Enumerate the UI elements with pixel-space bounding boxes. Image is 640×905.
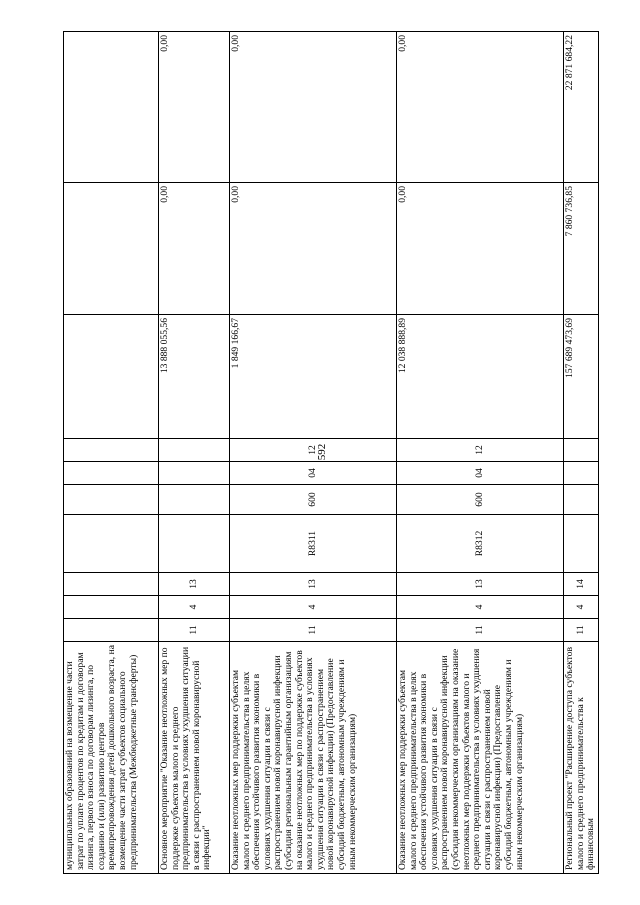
- row-description: Региональный проект "Расширение доступа субъектов малого и среднего предпринимательства к финансовым: [564, 642, 599, 874]
- code-cell: 14: [564, 573, 599, 596]
- amount-cell: [64, 315, 159, 439]
- code-cell: [564, 439, 599, 462]
- code-cell: [159, 485, 230, 515]
- amount-cell: 13 888 055,56: [159, 315, 230, 439]
- code-cell: 4: [397, 596, 564, 619]
- code-cell: 11: [564, 619, 599, 642]
- amount-cell: 0,00: [159, 183, 230, 315]
- amount-cell: [64, 183, 159, 315]
- code-cell: [64, 619, 159, 642]
- table-wrapper: [63, 32, 597, 874]
- code-cell: [64, 462, 159, 485]
- code-cell: R8311: [230, 515, 397, 573]
- rotated-page-area: [63, 32, 597, 874]
- code-cell: 11: [230, 619, 397, 642]
- table-row: [64, 32, 159, 874]
- amount-cell: [64, 32, 159, 183]
- amount-cell: 0,00: [397, 183, 564, 315]
- code-cell: 04: [230, 462, 397, 485]
- row-description: муниципальных образований на возмещение части затрат по уплате процентов по кредитам и договорам лизинга, первого взноса по договорам лизинга, по созданию и (или) развитию центров времяпрепровождения детей дошкольного возраста, на возмещение части затрат субъектов социального предпринимательства (Межбюджетные трансферты): [64, 642, 159, 874]
- code-cell: [64, 515, 159, 573]
- code-cell: 11: [397, 619, 564, 642]
- amount-cell: 0,00: [230, 32, 397, 183]
- code-cell: [64, 573, 159, 596]
- code-cell: [159, 515, 230, 573]
- code-cell: 04: [397, 462, 564, 485]
- amount-cell: 1 849 166,67: [230, 315, 397, 439]
- amount-cell: 0,00: [230, 183, 397, 315]
- code-cell: R8312: [397, 515, 564, 573]
- code-cell: [564, 462, 599, 485]
- code-cell: 13: [397, 573, 564, 596]
- code-cell: [564, 515, 599, 573]
- code-cell: 600: [230, 485, 397, 515]
- amount-cell: 12 038 888,89: [397, 315, 564, 439]
- row-description: Оказание неотложных мер поддержки субъектам малого и среднего предпринимательства в целях обеспечения устойчивого развития экономики в условиях ухудшения ситуации в связи с распространением новой коронавирусной инфекции (субсидия региональным гарантийным организациям на оказание неотложных мер по поддержке субъектов малого и среднего предпринимательства в условиях ухудшения ситуации в связи с распространением новой коронавирусной инфекции) (Предоставление субсидий бюджетным, автономным учреждениям и иным некоммерческим организациям): [230, 642, 397, 874]
- amount-cell: 0,00: [159, 32, 230, 183]
- amount-cell: 157 689 473,69: [564, 315, 599, 439]
- code-cell: 4: [159, 596, 230, 619]
- code-cell: [159, 439, 230, 462]
- code-cell: 12: [230, 439, 397, 462]
- code-cell: [64, 596, 159, 619]
- table-row: [397, 32, 564, 874]
- code-cell: 13: [230, 573, 397, 596]
- code-cell: 4: [230, 596, 397, 619]
- code-cell: [159, 462, 230, 485]
- page-number: 592: [316, 443, 328, 461]
- row-description: Основное мероприятие "Оказание неотложных мер по поддержке субъектов малого и среднего предпринимательства в условиях ухудшения ситуации в связи с распространением новой коронавирусной инфекции": [159, 642, 230, 874]
- code-cell: [64, 439, 159, 462]
- code-cell: 4: [564, 596, 599, 619]
- code-cell: [564, 485, 599, 515]
- table-row: [564, 32, 599, 874]
- code-cell: 600: [397, 485, 564, 515]
- table-row: [159, 32, 230, 874]
- amount-cell: 0,00: [397, 32, 564, 183]
- budget-table: [63, 31, 599, 874]
- code-cell: 11: [159, 619, 230, 642]
- amount-cell: 7 860 736,85: [564, 183, 599, 315]
- row-description: Оказание неотложных мер поддержки субъектам малого и среднего предпринимательства в целях обеспечения устойчивого развития экономики в условиях ухудшения ситуации в связи с распространением новой коронавирусной инфекции (субсидия некоммерческим организациям на оказание неотложных мер поддержки субъектов малого и среднего предпринимательства в условиях ухудшения ситуации в связи с распространением новой коронавирусной инфекции) (Предоставление субсидий бюджетным, автономным учреждениям и иным некоммерческим организациям): [397, 642, 564, 874]
- code-cell: 13: [159, 573, 230, 596]
- table-row: [230, 32, 397, 874]
- amount-cell: 22 871 684,22: [564, 32, 599, 183]
- code-cell: [64, 485, 159, 515]
- code-cell: 12: [397, 439, 564, 462]
